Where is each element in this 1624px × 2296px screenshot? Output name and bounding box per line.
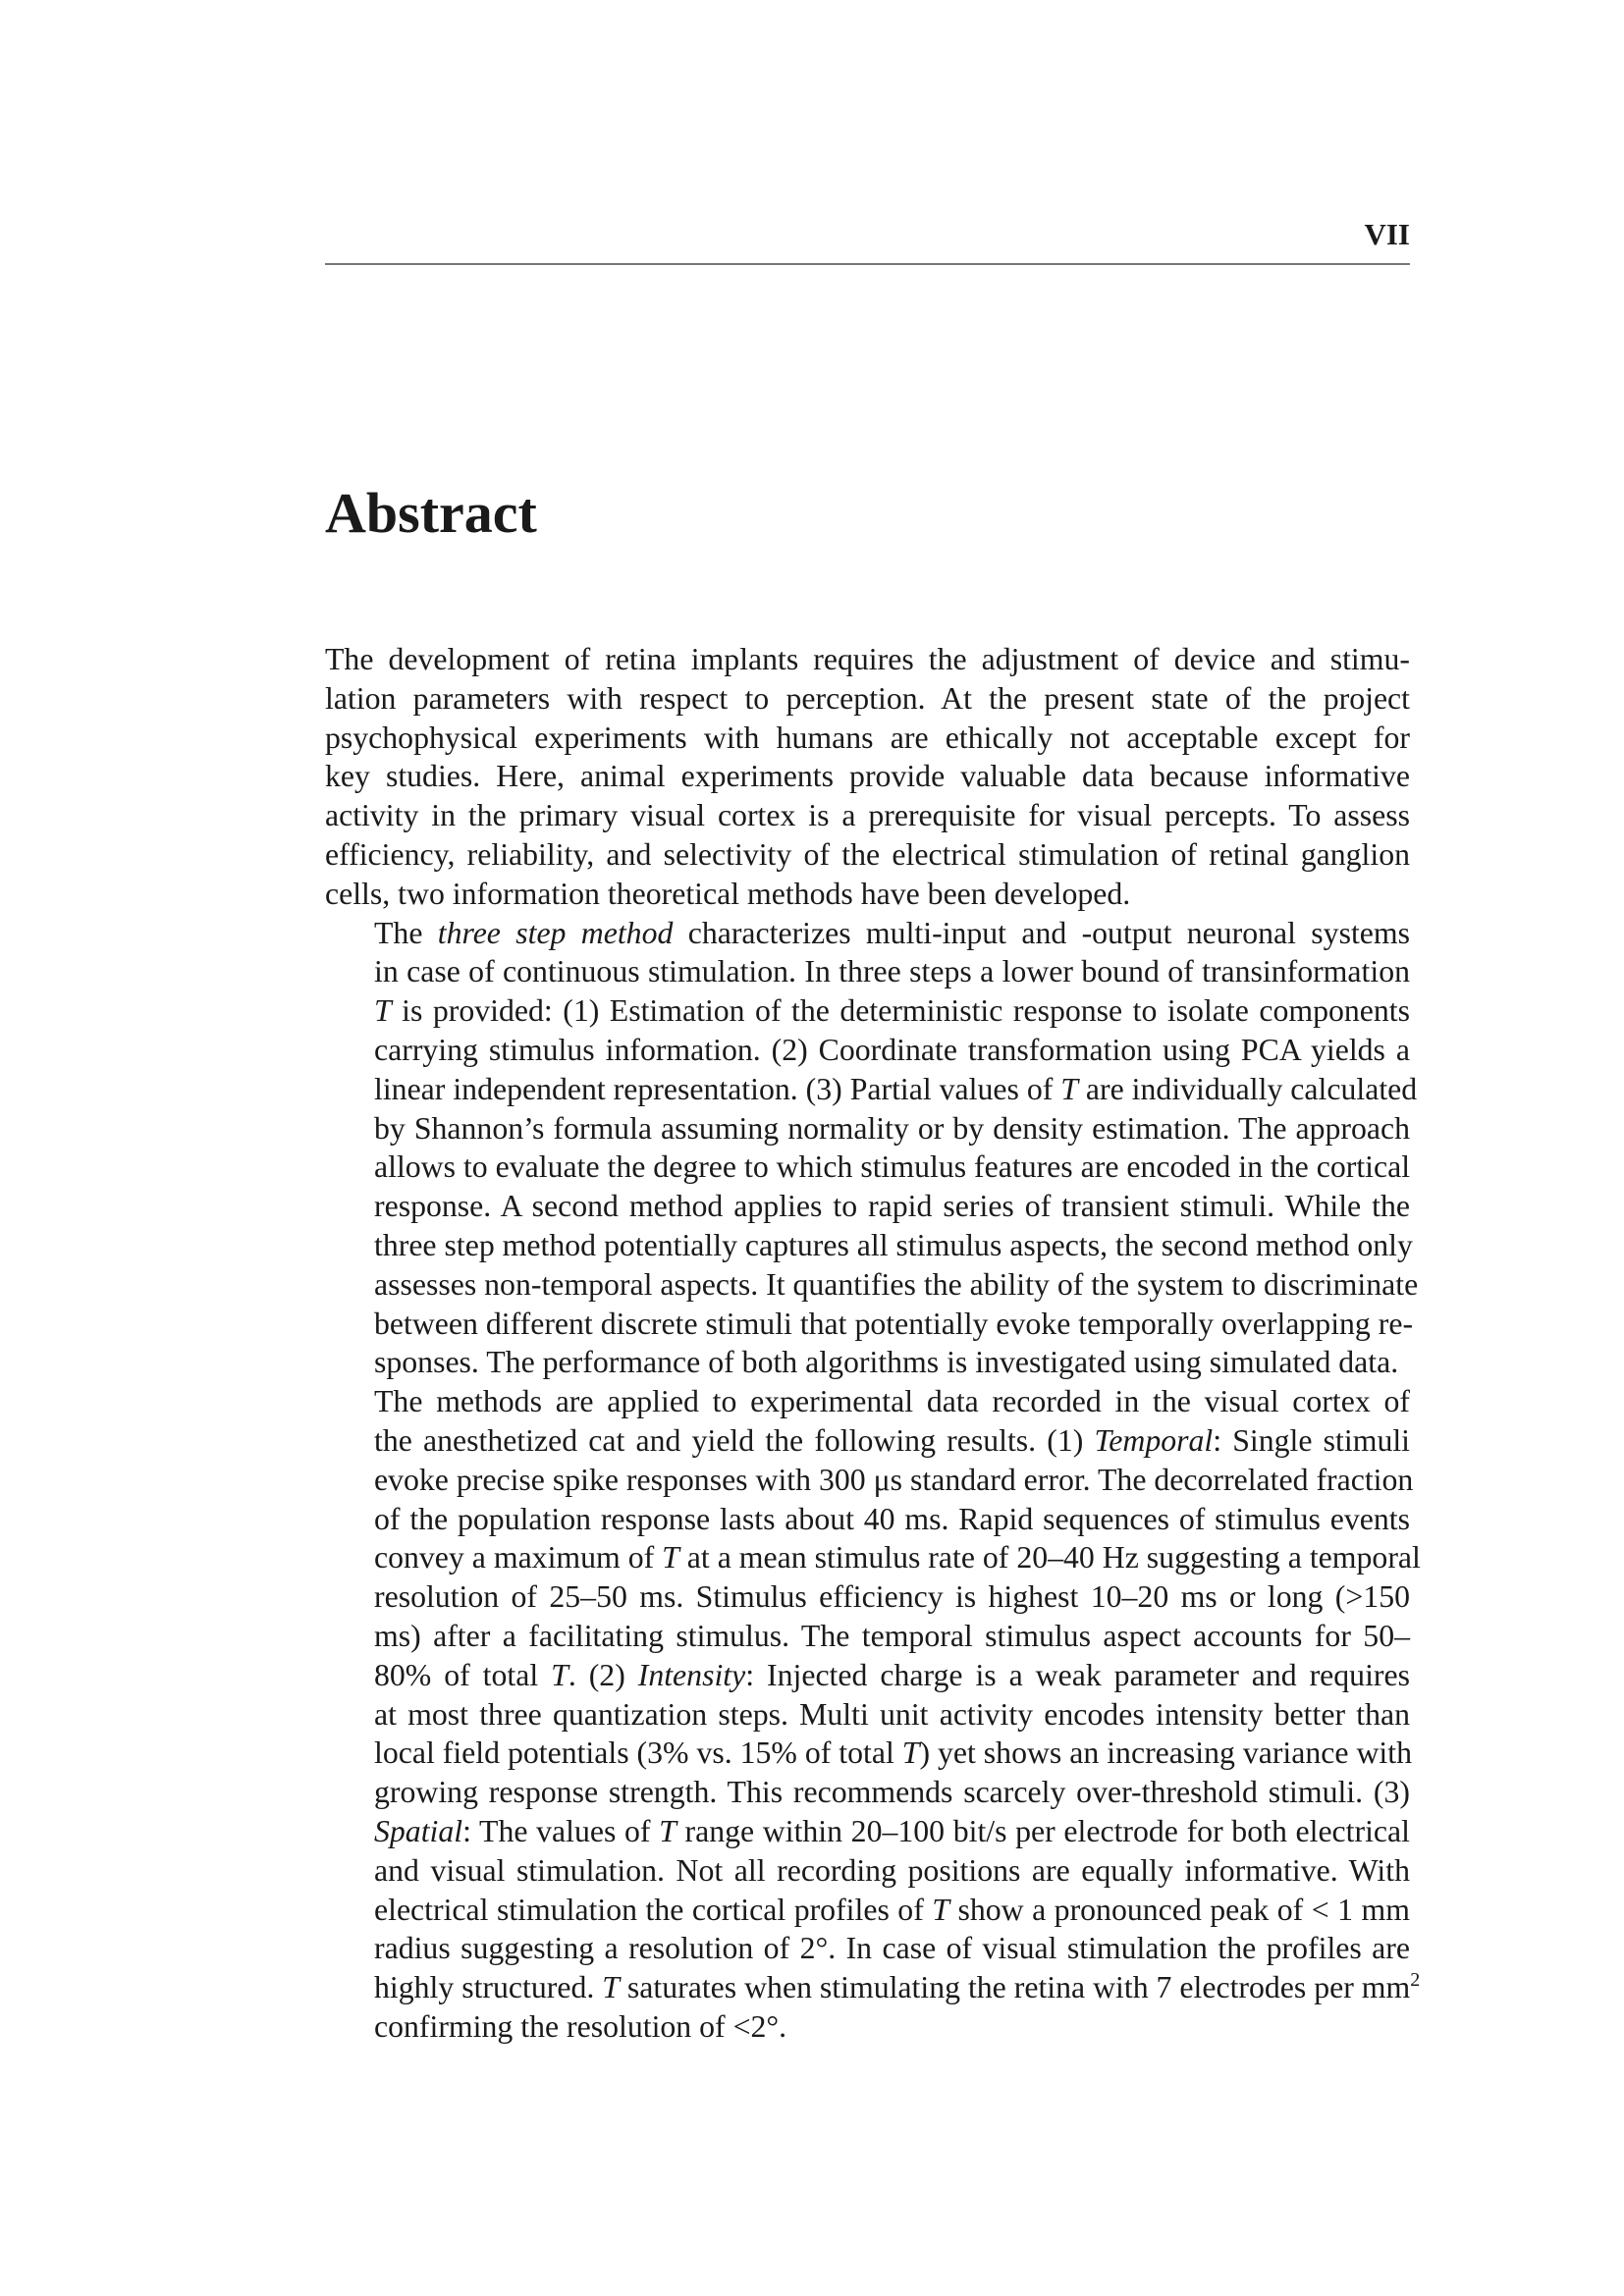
italic-symbol: T (932, 1892, 949, 1927)
text-run: linear independent representation. (3) Partial values of (374, 1071, 1061, 1106)
text-line: psychophysical experiments with humans are ethically not acceptable except for (325, 720, 1410, 755)
text-line: The methods are applied to experimental data recorded in the visual cortex of (374, 1384, 1410, 1419)
text-line: between different discrete stimuli that potentially evoke temporally overlapping re- (374, 1306, 1414, 1341)
text-line: assesses non-temporal aspects. It quantifies the ability of the system to discriminate (374, 1266, 1419, 1302)
page-number: VII (1364, 217, 1410, 251)
text-line: confirming the resolution of <2°. (374, 2008, 787, 2044)
text-run: The (374, 915, 438, 950)
italic-symbol: T (374, 993, 392, 1029)
text-run: range within 20–100 bit/s per electrode for both electrical (676, 1813, 1410, 1848)
text-run: : The values of (462, 1813, 660, 1848)
italic-symbol: T (551, 1657, 568, 1692)
text-line: three step method potentially captures all stimulus aspects, the second method only (374, 1227, 1413, 1262)
text-line (325, 1812, 1410, 1851)
text-run: convey a maximum of (374, 1540, 663, 1575)
text-line (325, 1891, 1410, 1930)
text-run: . (2) (568, 1657, 638, 1692)
text-run: 80% of total (374, 1657, 552, 1692)
text-line: lation parameters with respect to perception. At the present state of the project (325, 680, 1410, 716)
paragraph-1 (325, 640, 1410, 914)
text-line (325, 1538, 1421, 1577)
text-line (325, 991, 1410, 1031)
text-line: evoke precise spike responses with 300 μs standard error. The decorrelated fraction (374, 1462, 1414, 1497)
superscript: 2 (1410, 1969, 1421, 1992)
text-line: and visual stimulation. Not all recording positions are equally informative. With (374, 1852, 1410, 1888)
text-line: at most three quantization steps. Multi unit activity encodes intensity better than (374, 1696, 1410, 1732)
text-run: at a mean stimulus rate of 20–40 Hz suggesting a temporal (678, 1540, 1421, 1575)
text-line (325, 1070, 1418, 1109)
text-run: local field potentials (3% vs. 15% of total (374, 1735, 902, 1771)
text-run: ) yet shows an increasing variance with (919, 1735, 1412, 1771)
running-header (325, 214, 1410, 265)
text-run: : Injected charge is a weak parameter and requires (745, 1657, 1410, 1692)
text-line: key studies. Here, animal experiments provide valuable data because informative (325, 759, 1410, 794)
italic-term: Intensity (637, 1657, 746, 1692)
text-run: characterizes multi-input and -output neuronal systems (673, 915, 1410, 950)
paragraph-2 (325, 914, 1419, 1383)
text-line (325, 914, 1410, 953)
text-run: the anesthetized cat and yield the following results. (1) (374, 1422, 1095, 1458)
text-line (325, 1421, 1410, 1461)
text-line: resolution of 25–50 ms. Stimulus efficiency is highest 10–20 ms or long (>150 (374, 1579, 1410, 1615)
text-run: show a pronounced peak of < 1 mm (948, 1892, 1411, 1927)
text-run: saturates when stimulating the retina with 7 electrodes per mm (619, 1970, 1411, 2005)
text-run: are individually calculated (1077, 1071, 1418, 1106)
text-line (325, 1734, 1410, 1773)
text-line: allows to evaluate the degree to which stimulus features are encoded in the cortical (374, 1149, 1411, 1185)
text-line: activity in the primary visual cortex is a prerequisite for visual percepts. To assess (325, 798, 1410, 833)
italic-term: three step method (437, 915, 674, 950)
text-run: : Single stimuli (1213, 1422, 1411, 1458)
italic-symbol: T (659, 1813, 677, 1848)
italic-term: Spatial (374, 1813, 463, 1848)
abstract-body (325, 640, 1421, 2047)
italic-symbol: T (662, 1540, 679, 1575)
text-line: sponses. The performance of both algorithms is investigated using simulated data. (374, 1345, 1399, 1380)
text-line (325, 1968, 1421, 2007)
text-line: cells, two information theoretical methods have been developed. (325, 876, 1131, 911)
text-line (325, 1656, 1410, 1695)
text-line: growing response strength. This recommends scarcely over-threshold stimuli. (3) (374, 1775, 1410, 1810)
text-line: radius suggesting a resolution of 2°. In case of visual stimulation the profiles are (374, 1931, 1410, 1966)
italic-symbol: T (901, 1735, 920, 1771)
text-line: carrying stimulus information. (2) Coordinate transformation using PCA yields a (374, 1032, 1410, 1067)
text-line: The development of retina implants requires the adjustment of device and stimu- (325, 642, 1410, 676)
text-run: is provided: (1) Estimation of the deterministic response to isolate components (391, 993, 1410, 1029)
text-line: in case of continuous stimulation. In three steps a lower bound of transinformation (374, 954, 1410, 989)
text-line: response. A second method applies to rapid series of transient stimuli. While the (374, 1189, 1410, 1224)
italic-symbol: T (602, 1970, 620, 2005)
paragraph-3 (325, 1382, 1421, 2047)
text-run: electrical stimulation the cortical profiles of (374, 1892, 933, 1927)
italic-term: Temporal (1094, 1422, 1214, 1458)
text-line: efficiency, reliability, and selectivity of the electrical stimulation of retinal ganglion (325, 836, 1410, 872)
italic-symbol: T (1060, 1071, 1078, 1106)
text-run: highly structured. (374, 1970, 603, 2005)
text-line: by Shannon’s formula assuming normality or by density estimation. The approach (374, 1110, 1410, 1146)
text-line: of the population response lasts about 40 ms. Rapid sequences of stimulus events (374, 1501, 1410, 1536)
text-line: ms) after a facilitating stimulus. The temporal stimulus aspect accounts for 50– (374, 1618, 1410, 1653)
chapter-title: Abstract (325, 481, 537, 545)
